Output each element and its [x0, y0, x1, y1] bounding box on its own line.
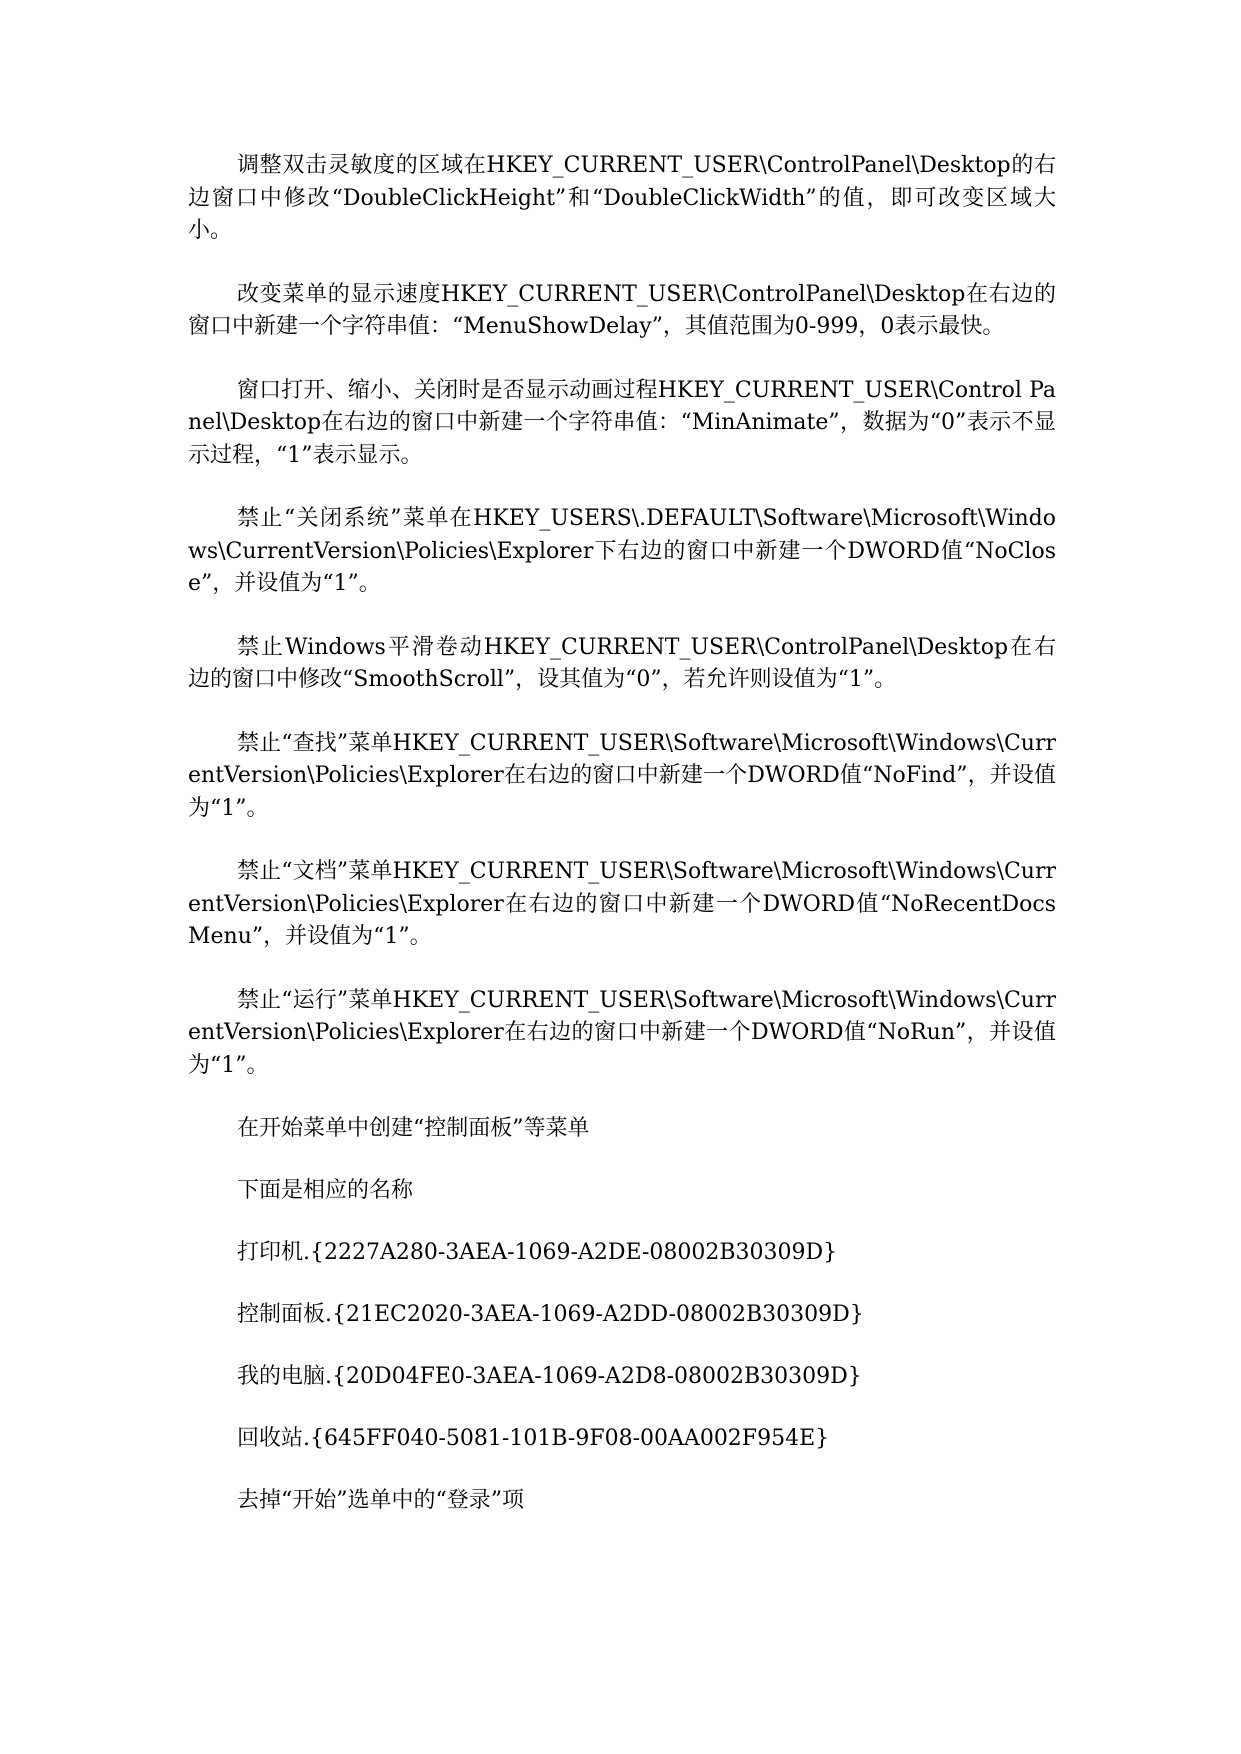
paragraph-smooth-scroll: 禁止Windows平滑卷动HKEY_CURRENT_USER\ControlPanel\Desktop在右边的窗口中修改“SmoothScroll”，设其值为“0”，若允许则设值为“1”。: [188, 634, 1056, 692]
paragraph-no-recent-docs: 禁止“文档”菜单HKEY_CURRENT_USER\Software\Microsoft\Windows\CurrentVersion\Policies\Explorer在右边的窗口中新建一个DWORD值“NoRecentDocsMenu”，并设值为“1”。: [188, 859, 1056, 949]
paragraph-menu-show-delay: 改变菜单的显示速度HKEY_CURRENT_USER\ControlPanel\Desktop在右边的窗口中新建一个字符串值：“MenuShowDelay”，其值范围为0-999，0表示最快。: [188, 281, 1056, 339]
line-printer-clsid: 打印机.{2227A280-3AEA-1069-A2DE-08002B30309D}: [237, 1240, 838, 1265]
paragraph-double-click-sensitivity: 调整双击灵敏度的区域在HKEY_CURRENT_USER\ControlPanel\Desktop的右边窗口中修改“DoubleClickHeight”和“DoubleClickWidth”的值，即可改变区域大小。: [188, 153, 1056, 243]
heading-remove-logon-item: 去掉“开始”选单中的“登录”项: [237, 1488, 524, 1513]
paragraph-no-run: 禁止“运行”菜单HKEY_CURRENT_USER\Software\Microsoft\Windows\CurrentVersion\Policies\Explorer在右边的窗口中新建一个DWORD值“NoRun”，并设值为“1”。: [188, 987, 1056, 1078]
heading-create-start-menu-items: 在开始菜单中创建“控制面板”等菜单: [237, 1116, 590, 1141]
paragraph-min-animate: 窗口打开、缩小、关闭时是否显示动画过程HKEY_CURRENT_USER\Control Panel\Desktop在右边的窗口中新建一个字符串值：“MinAnimate”，数据为“0”表示不显示过程，“1”表示显示。: [188, 377, 1056, 468]
document-page: [188, 150, 1056, 1547]
paragraph-no-close: 禁止“关闭系统”菜单在HKEY_USERS\.DEFAULT\Software\Microsoft\Windows\CurrentVersion\Policies\Explorer下右边的窗口中新建一个DWORD值“NoClose”，并设值为“1”。: [188, 506, 1056, 596]
line-recycle-bin-clsid: 回收站.{645FF040-5081-101B-9F08-00AA002F954E}: [237, 1426, 830, 1451]
line-control-panel-clsid: 控制面板.{21EC2020-3AEA-1069-A2DD-08002B30309D}: [237, 1302, 864, 1327]
paragraph-no-find: 禁止“查找”菜单HKEY_CURRENT_USER\Software\Microsoft\Windows\CurrentVersion\Policies\Explorer在右边的窗口中新建一个DWORD值“NoFind”，并设值为“1”。: [188, 730, 1056, 821]
line-names-intro: 下面是相应的名称: [237, 1178, 414, 1203]
line-my-computer-clsid: 我的电脑.{20D04FE0-3AEA-1069-A2D8-08002B30309D}: [237, 1364, 862, 1389]
